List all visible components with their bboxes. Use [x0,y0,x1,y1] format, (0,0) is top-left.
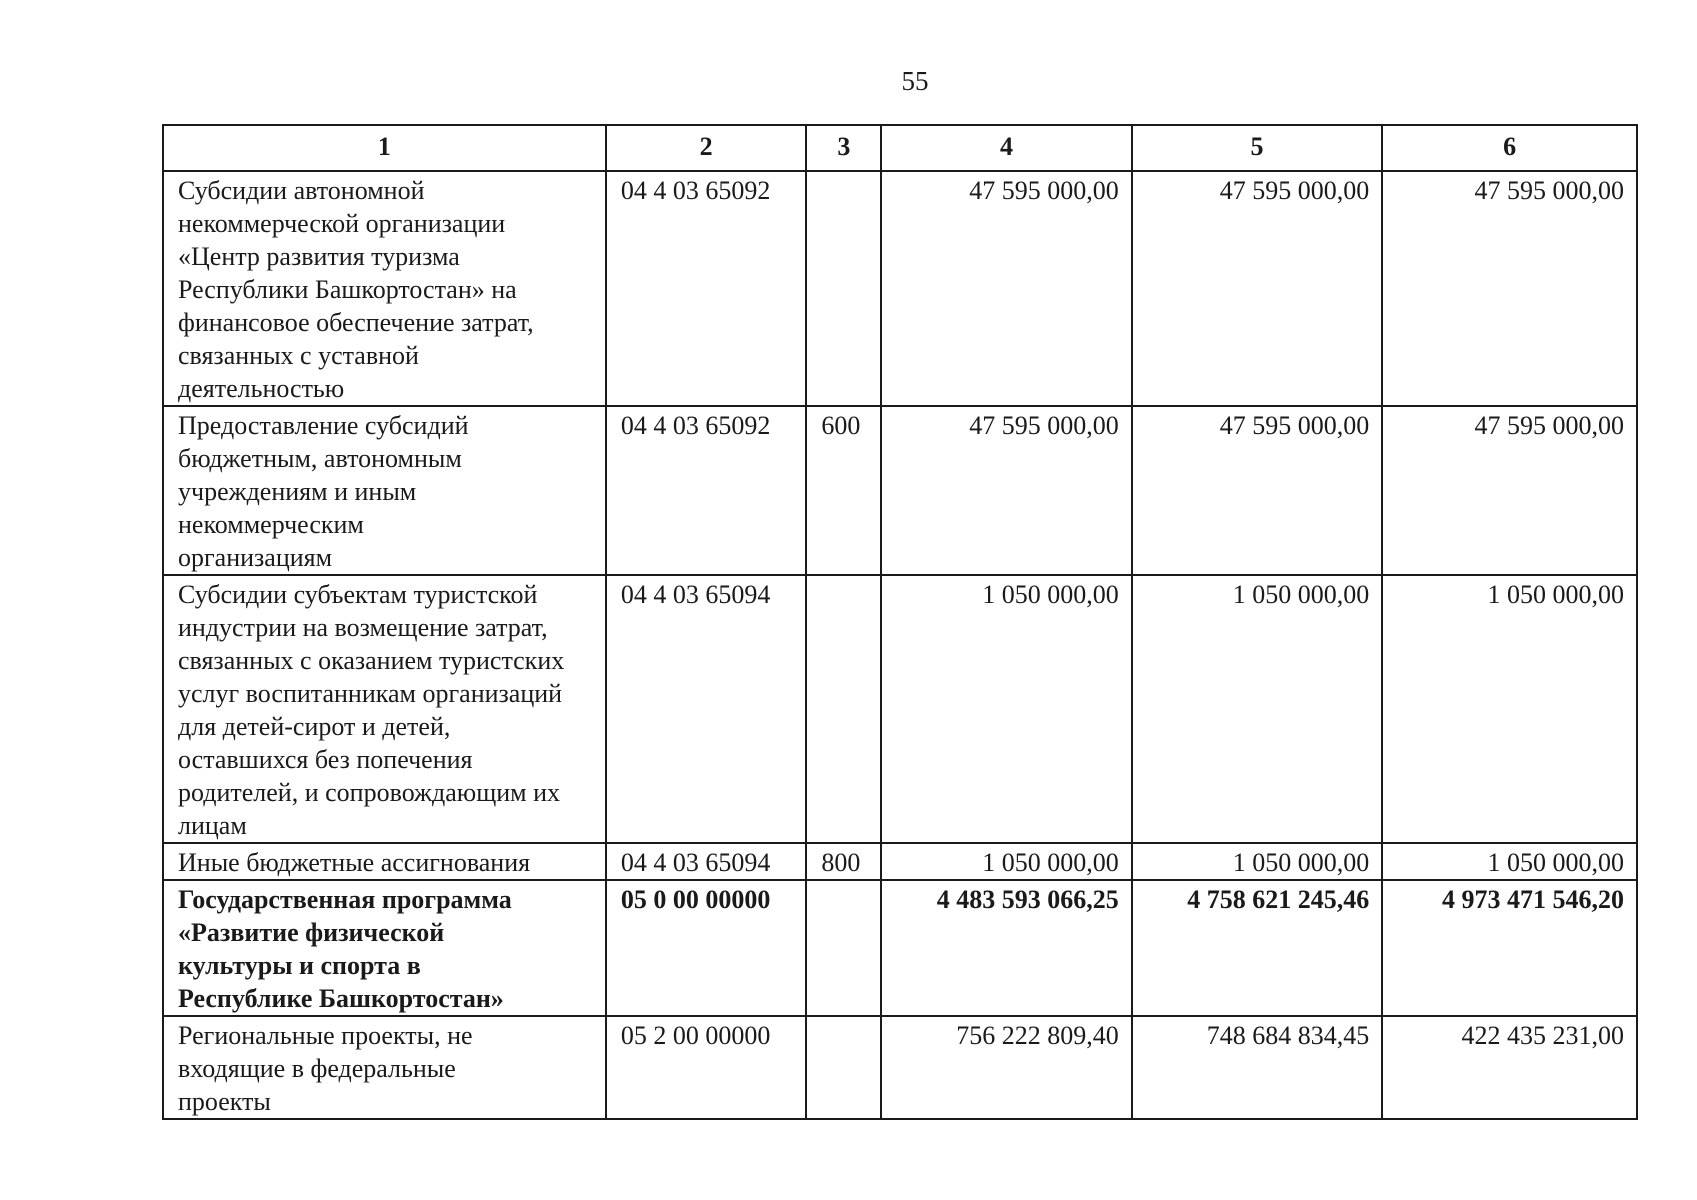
row-name: Иные бюджетные ассигнования [163,843,606,880]
table-row [163,575,1637,843]
budget-table [162,124,1638,1120]
column-header: 6 [1382,125,1637,171]
row-code: 05 0 00 00000 [606,880,807,1016]
row-value-5: 47 595 000,00 [1132,171,1383,406]
row-value-6: 422 435 231,00 [1382,1016,1637,1119]
column-header: 5 [1132,125,1383,171]
row-value-6: 47 595 000,00 [1382,406,1637,575]
row-name: Субсидии автономной некоммерческой организации «Центр развития туризма Республики Башкортостан» на финансовое обеспечение затрат, связанных с уставной деятельностью [163,171,606,406]
row-name: Предоставление субсидий бюджетным, автономным учреждениям и иным некоммерческим организациям [163,406,606,575]
row-name: Субсидии субъектам туристской индустрии на возмещение затрат, связанных с оказанием туристских услуг воспитанникам организаций для детей-сирот и детей, оставшихся без попечения родителей, и сопровождающим их лицам [163,575,606,843]
row-value-4: 47 595 000,00 [881,171,1132,406]
row-name: Региональные проекты, не входящие в федеральные проекты [163,1016,606,1119]
row-value-6: 47 595 000,00 [1382,171,1637,406]
row-value-5: 4 758 621 245,46 [1132,880,1383,1016]
header-row [163,125,1637,171]
page-number: 55 [901,66,929,96]
row-value-4: 47 595 000,00 [881,406,1132,575]
table-row [163,1016,1637,1119]
row-value-4: 1 050 000,00 [881,843,1132,880]
column-header: 1 [163,125,606,171]
row-code: 04 4 03 65092 [606,171,807,406]
table-row-total [163,880,1637,1016]
row-code: 04 4 03 65092 [606,406,807,575]
row-type [806,575,881,843]
table-row [163,406,1637,575]
row-name: Государственная программа «Развитие физической культуры и спорта в Республике Башкортостан» [163,880,606,1016]
row-value-6: 4 973 471 546,20 [1382,880,1637,1016]
row-code: 05 2 00 00000 [606,1016,807,1119]
row-value-4: 4 483 593 066,25 [881,880,1132,1016]
row-value-5: 748 684 834,45 [1132,1016,1383,1119]
column-header: 2 [606,125,807,171]
row-value-6: 1 050 000,00 [1382,575,1637,843]
table-row [163,171,1637,406]
table-row [163,843,1637,880]
column-header: 3 [806,125,881,171]
row-type [806,1016,881,1119]
row-code: 04 4 03 65094 [606,575,807,843]
row-type: 600 [806,406,881,575]
row-value-4: 756 222 809,40 [881,1016,1132,1119]
row-type: 800 [806,843,881,880]
row-value-5: 1 050 000,00 [1132,575,1383,843]
row-value-5: 47 595 000,00 [1132,406,1383,575]
row-value-6: 1 050 000,00 [1382,843,1637,880]
row-value-4: 1 050 000,00 [881,575,1132,843]
row-code: 04 4 03 65094 [606,843,807,880]
row-value-5: 1 050 000,00 [1132,843,1383,880]
column-header: 4 [881,125,1132,171]
row-type [806,880,881,1016]
row-type [806,171,881,406]
